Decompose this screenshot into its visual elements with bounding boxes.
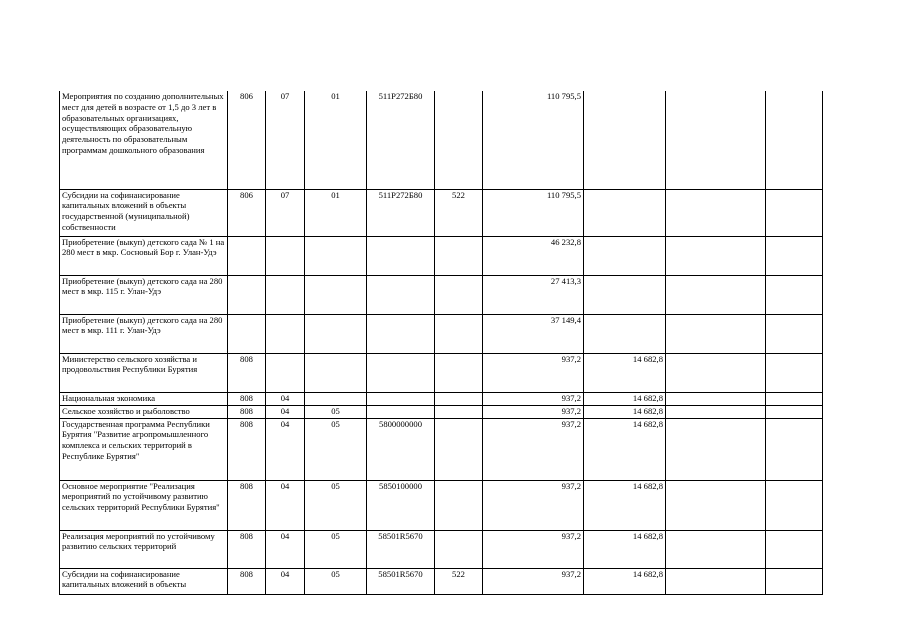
table-row [60,236,823,275]
row-pr [305,353,367,392]
row-name: Приобретение (выкуп) детского сада на 280 мест в мкр. 111 г. Улан-Удэ [60,314,228,353]
row-sum2 [584,189,666,236]
row-csr: 5800000000 [367,418,435,480]
row-sum1: 937,2 [483,480,584,530]
row-sum2: 14 682,8 [584,418,666,480]
row-sum2: 14 682,8 [584,353,666,392]
row-sum2 [584,236,666,275]
row-ved: 808 [228,530,266,568]
row-pr: 01 [305,91,367,189]
row-col10 [766,530,823,568]
row-col9 [666,275,766,314]
row-pr [305,314,367,353]
row-pr: 05 [305,568,367,594]
row-sum1: 937,2 [483,392,584,405]
row-ved: 808 [228,480,266,530]
row-csr [367,236,435,275]
row-ved [228,275,266,314]
row-csr [367,275,435,314]
row-vr [435,91,483,189]
table-row [60,314,823,353]
row-col9 [666,353,766,392]
row-col10 [766,189,823,236]
row-sum1: 937,2 [483,418,584,480]
row-name: Субсидии на софинансирование капитальных вложений в объекты [60,568,228,594]
row-sum2: 14 682,8 [584,530,666,568]
row-col10 [766,480,823,530]
row-rz: 07 [266,189,305,236]
row-name: Национальная экономика [60,392,228,405]
row-col10 [766,353,823,392]
row-ved: 808 [228,353,266,392]
row-name: Сельское хозяйство и рыболовство [60,405,228,418]
row-ved: 808 [228,418,266,480]
row-vr [435,392,483,405]
row-rz: 04 [266,418,305,480]
row-col9 [666,236,766,275]
row-sum2 [584,314,666,353]
row-sum2: 14 682,8 [584,392,666,405]
row-sum1: 110 795,5 [483,91,584,189]
row-name: Государственная программа Республики Бурятия "Развитие агропромышленного комплекса и сельских территорий в Республике Бурятия" [60,418,228,480]
row-rz: 04 [266,392,305,405]
row-col10 [766,568,823,594]
row-ved [228,236,266,275]
row-col10 [766,275,823,314]
table-row [60,392,823,405]
row-col9 [666,418,766,480]
row-sum1: 937,2 [483,568,584,594]
row-col10 [766,91,823,189]
table-row [60,275,823,314]
table-row [60,568,823,594]
row-sum1: 46 232,8 [483,236,584,275]
table-body [60,91,823,594]
row-name: Министерство сельского хозяйства и продовольствия Республики Бурятия [60,353,228,392]
row-vr [435,275,483,314]
row-rz: 04 [266,480,305,530]
table-row [60,405,823,418]
row-col9 [666,530,766,568]
row-name: Реализация мероприятий по устойчивому развитию сельских территорий [60,530,228,568]
row-rz: 04 [266,568,305,594]
row-ved: 806 [228,189,266,236]
row-col9 [666,314,766,353]
row-sum1: 937,2 [483,353,584,392]
row-col10 [766,314,823,353]
row-ved: 808 [228,405,266,418]
row-ved: 808 [228,392,266,405]
row-csr [367,405,435,418]
row-csr: 5850100000 [367,480,435,530]
row-pr [305,392,367,405]
row-col9 [666,91,766,189]
row-csr: 58501R5670 [367,530,435,568]
row-sum2 [584,91,666,189]
row-rz: 04 [266,530,305,568]
row-col9 [666,189,766,236]
row-col10 [766,392,823,405]
row-ved [228,314,266,353]
row-pr: 05 [305,405,367,418]
row-pr [305,236,367,275]
row-col9 [666,480,766,530]
row-sum2: 14 682,8 [584,405,666,418]
row-pr: 05 [305,530,367,568]
row-sum1: 937,2 [483,405,584,418]
row-vr [435,418,483,480]
row-csr: 511P272Б80 [367,189,435,236]
budget-table [59,91,823,595]
row-col9 [666,392,766,405]
row-pr: 05 [305,480,367,530]
row-vr: 522 [435,568,483,594]
row-csr: 511P272Б80 [367,91,435,189]
row-rz [266,353,305,392]
row-csr [367,353,435,392]
row-rz [266,314,305,353]
row-sum2: 14 682,8 [584,480,666,530]
row-col9 [666,405,766,418]
row-rz: 04 [266,405,305,418]
row-sum1: 27 413,3 [483,275,584,314]
row-pr: 05 [305,418,367,480]
row-vr: 522 [435,189,483,236]
row-name: Мероприятия по созданию дополнительных мест для детей в возрасте от 1,5 до 3 лет в образовательных организациях, осуществляющих образовательную деятельность по образовательным программам дошкольного образования [60,91,228,189]
row-rz [266,236,305,275]
row-pr: 01 [305,189,367,236]
table-row [60,189,823,236]
table-row [60,530,823,568]
row-name: Основное мероприятие "Реализация мероприятий по устойчивому развитию сельских территорий Республики Бурятия" [60,480,228,530]
row-name: Субсидии на софинансирование капитальных вложений в объекты государственной (муниципальной) собственности [60,189,228,236]
row-col9 [666,568,766,594]
row-vr [435,480,483,530]
row-col10 [766,236,823,275]
row-rz [266,275,305,314]
row-csr: 58501R5670 [367,568,435,594]
row-col10 [766,405,823,418]
row-sum1: 937,2 [483,530,584,568]
row-vr [435,236,483,275]
row-sum1: 110 795,5 [483,189,584,236]
row-vr [435,353,483,392]
row-csr [367,392,435,405]
row-name: Приобретение (выкуп) детского сада на 280 мест в мкр. 115 г. Улан-Удэ [60,275,228,314]
table-row [60,91,823,189]
row-ved: 808 [228,568,266,594]
row-rz: 07 [266,91,305,189]
row-vr [435,405,483,418]
table-row [60,418,823,480]
row-pr [305,275,367,314]
row-sum2 [584,275,666,314]
row-vr [435,530,483,568]
row-ved: 806 [228,91,266,189]
row-sum2: 14 682,8 [584,568,666,594]
row-csr [367,314,435,353]
row-sum1: 37 149,4 [483,314,584,353]
table-row [60,353,823,392]
table-row [60,480,823,530]
row-name: Приобретение (выкуп) детского сада № 1 на 280 мест в мкр. Сосновый Бор г. Улан-Удэ [60,236,228,275]
row-vr [435,314,483,353]
row-col10 [766,418,823,480]
